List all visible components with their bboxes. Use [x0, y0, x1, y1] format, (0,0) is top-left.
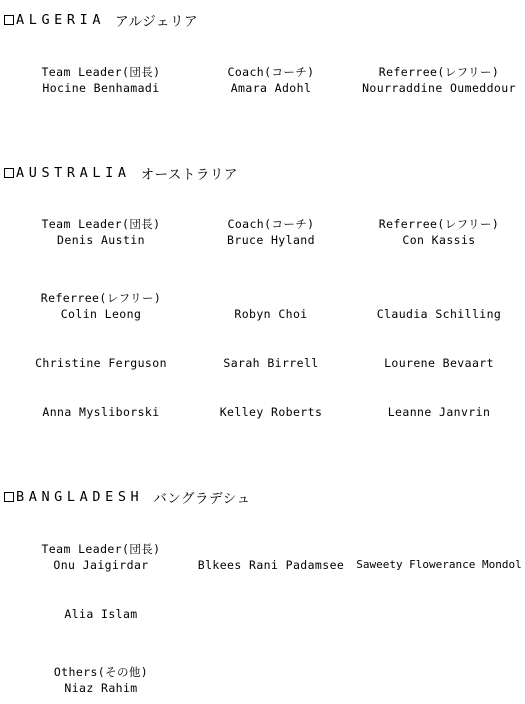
official-name: Bruce Hyland: [227, 233, 315, 247]
official-entry: [356, 64, 522, 96]
player-name: Robyn Choi: [234, 307, 308, 321]
official-role: Referree(レフリー): [40, 291, 162, 305]
player-entry: [186, 306, 356, 322]
player-name: Christine Ferguson: [35, 356, 167, 370]
official-entry: [356, 216, 522, 248]
player-name: Kelley Roberts: [219, 405, 323, 419]
player-name: Alia Islam: [64, 607, 138, 621]
player-name: Leanne Janvrin: [387, 405, 491, 419]
player-entry: [186, 557, 356, 573]
player-name: Claudia Schilling: [376, 307, 502, 321]
official-name: Niaz Rahim: [64, 681, 138, 695]
official-name: Nourraddine Oumeddour: [362, 81, 516, 95]
official-name: Con Kassis: [402, 233, 476, 247]
checkbox-square-icon: [4, 492, 14, 502]
country-name: AUSTRALIA: [16, 165, 131, 181]
player-entry: [186, 404, 356, 420]
country-kana: アルジェリア: [115, 14, 198, 30]
section-heading-australia: [4, 164, 238, 182]
player-name: Saweety Flowerance Mondol: [356, 558, 522, 571]
country-kana: オーストラリア: [140, 167, 238, 183]
official-entry: [186, 216, 356, 248]
official-role: Coach(コーチ): [227, 217, 315, 231]
checkbox-square-icon: [4, 168, 14, 178]
official-entry: [16, 541, 186, 573]
player-entry: [356, 306, 522, 322]
official-role: Coach(コーチ): [227, 65, 315, 79]
official-entry: [16, 664, 186, 696]
country-name: BANGLADESH: [16, 489, 144, 505]
official-role: Team Leader(団長): [41, 65, 161, 79]
checkbox-square-icon: [4, 15, 14, 25]
country-name: ALGERIA: [16, 12, 106, 28]
official-name: Denis Austin: [57, 233, 145, 247]
official-role: Referree(レフリー): [378, 217, 500, 231]
player-entry: [16, 404, 186, 420]
player-name: Sarah Birrell: [223, 356, 319, 370]
section-heading-bangladesh: [4, 488, 250, 506]
player-entry: [356, 404, 522, 420]
section-heading-algeria: [4, 11, 198, 29]
official-role: Referree(レフリー): [378, 65, 500, 79]
player-entry: [16, 355, 186, 371]
official-role: Team Leader(団長): [41, 542, 161, 556]
player-entry: [356, 557, 522, 573]
player-entry: [356, 355, 522, 371]
official-role: Team Leader(団長): [41, 217, 161, 231]
player-name: Lourene Bevaart: [384, 356, 494, 370]
official-name: Hocine Benhamadi: [42, 81, 160, 95]
player-name: Anna Mysliborski: [42, 405, 160, 419]
player-entry: [16, 606, 186, 622]
official-role: Others(その他): [53, 665, 149, 679]
official-entry: [16, 290, 186, 322]
official-name: Colin Leong: [60, 307, 142, 321]
official-entry: [16, 64, 186, 96]
player-name: Blkees Rani Padamsee: [197, 558, 345, 572]
country-kana: バングラデシュ: [153, 491, 251, 507]
official-entry: [186, 64, 356, 96]
player-entry: [186, 355, 356, 371]
official-entry: [16, 216, 186, 248]
official-name: Onu Jaigirdar: [53, 558, 149, 572]
official-name: Amara Adohl: [230, 81, 312, 95]
